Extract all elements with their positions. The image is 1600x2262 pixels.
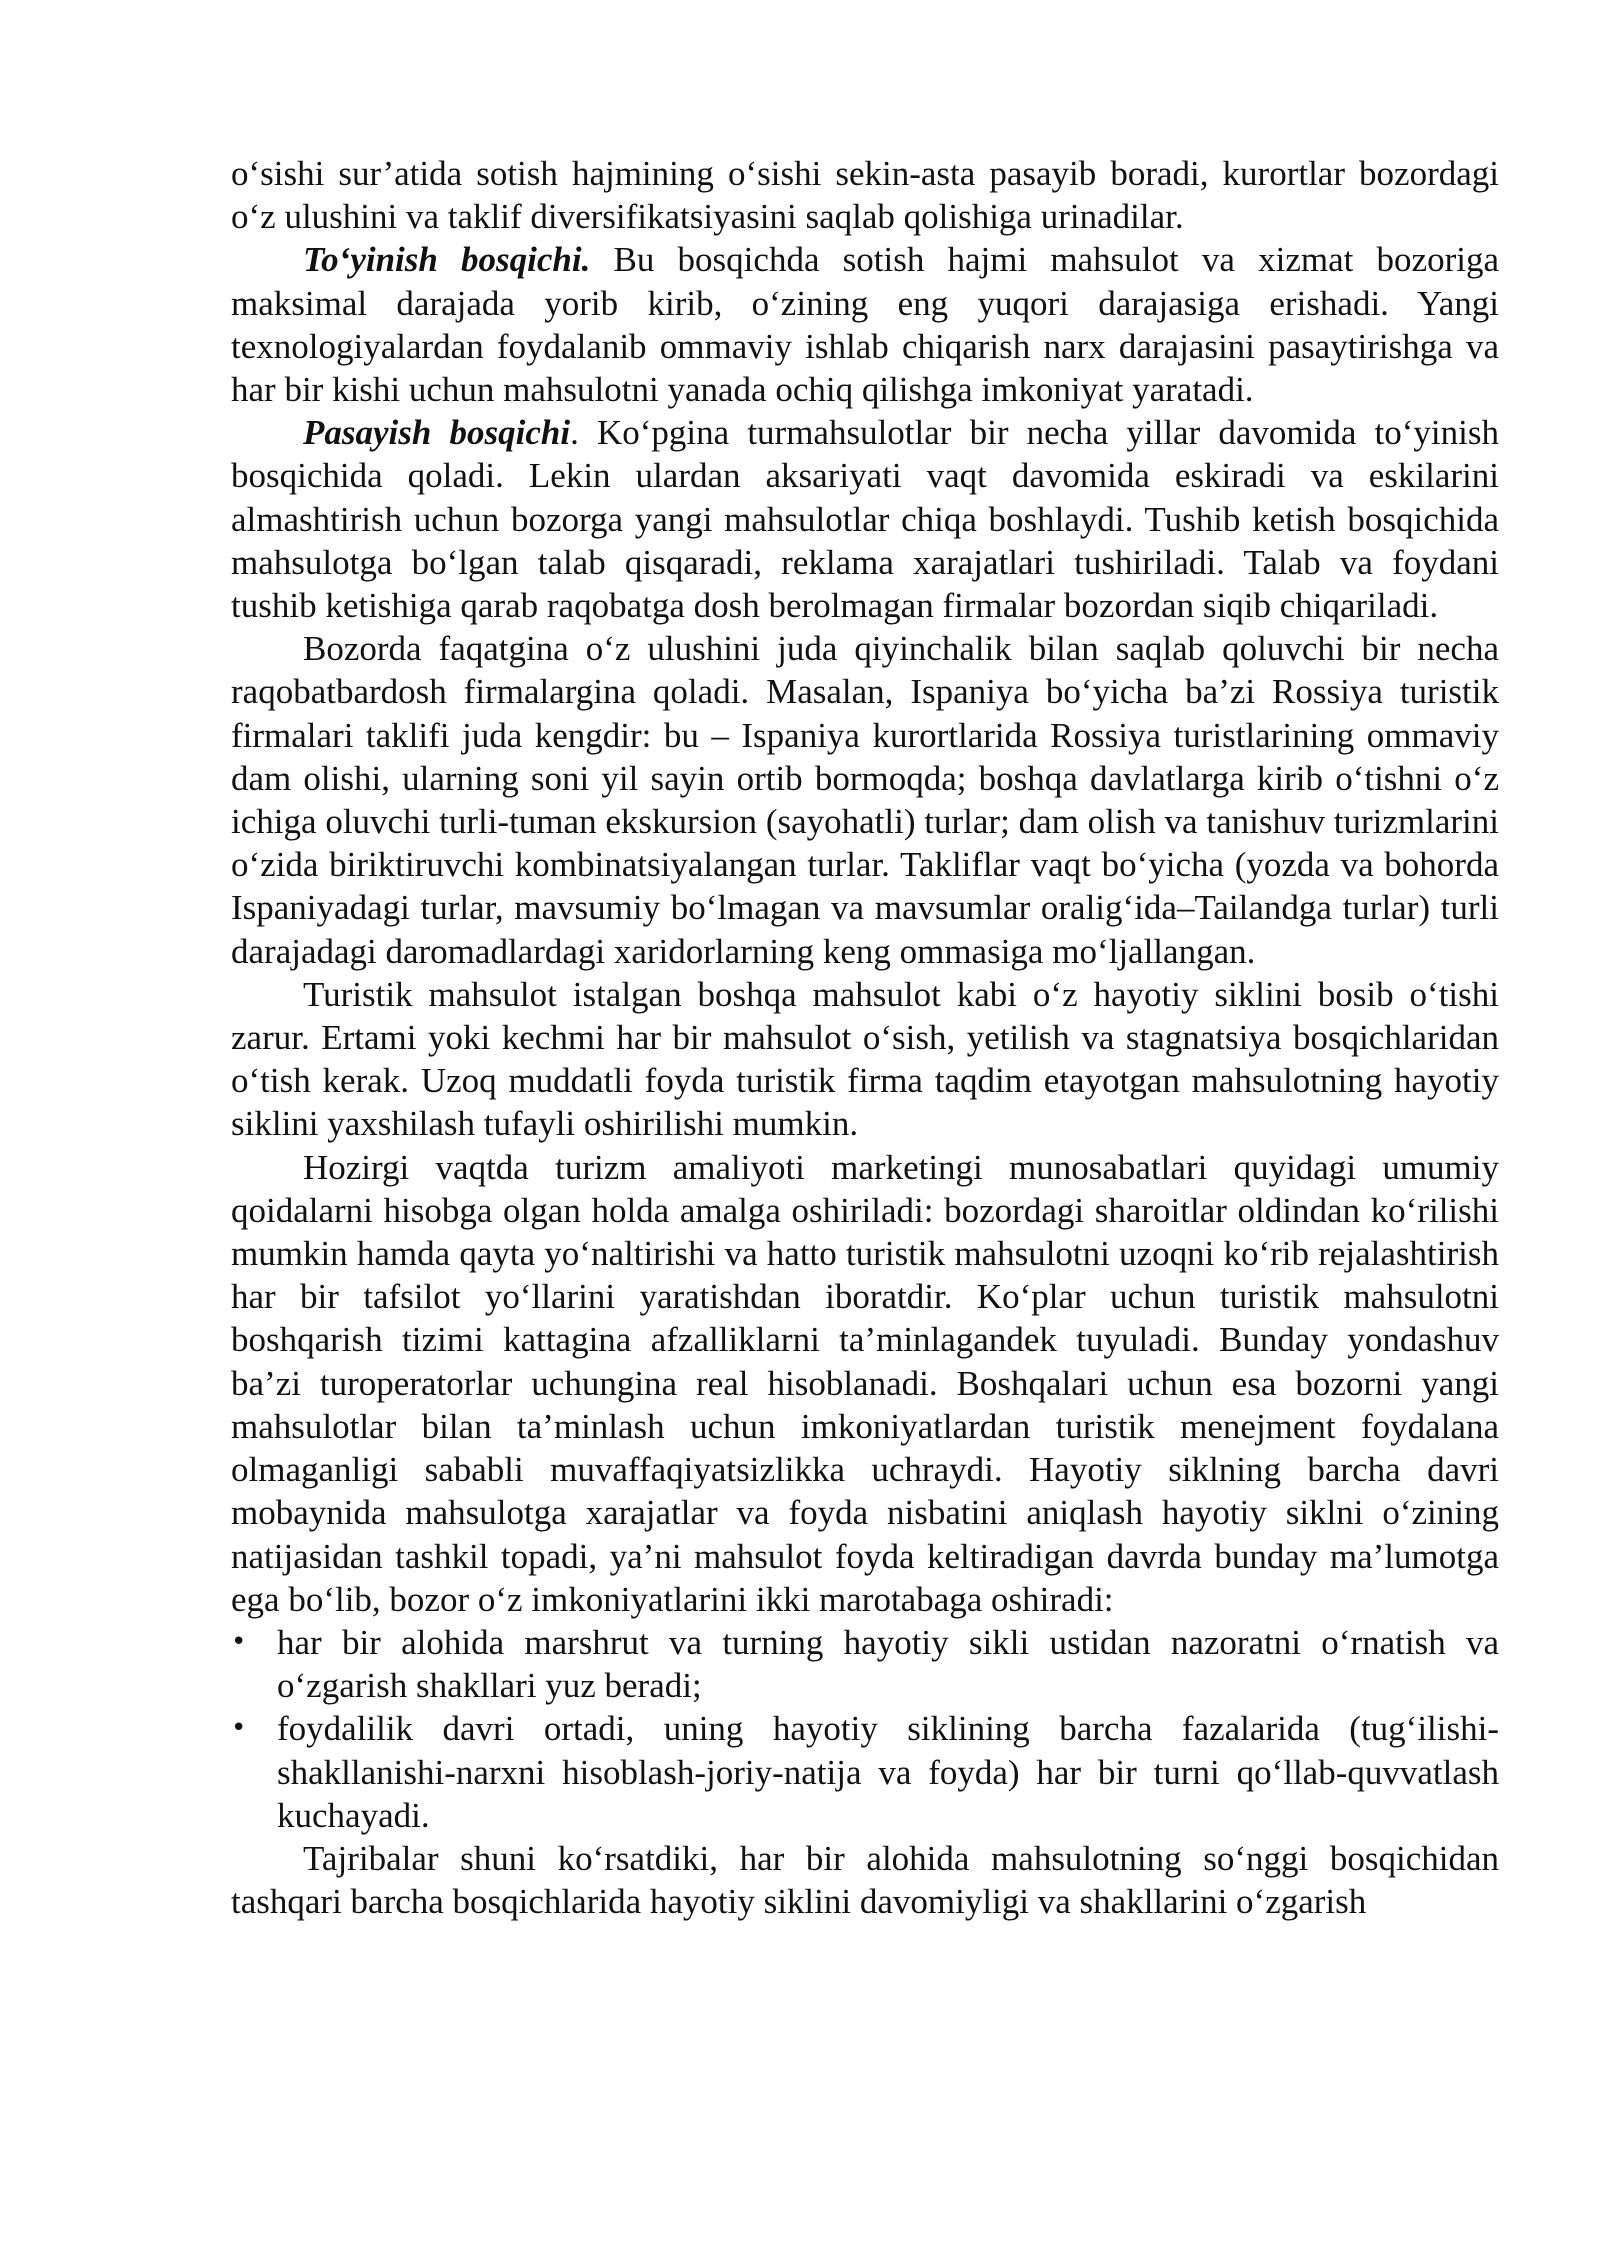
paragraph-continuation bbox=[231, 152, 1499, 238]
list-item-text: foydalilik davri ortadi, uning hayotiy siklining barcha fazalarida (tug‘ilishi-shakllanishi-narxni hisoblash-joriy-natija va foyda) har bir turni qo‘llab-quvvatlash kuchayadi. bbox=[277, 1709, 1499, 1835]
paragraph-competitive-firms bbox=[231, 627, 1499, 973]
paragraph-decline-stage bbox=[231, 411, 1499, 627]
bullet-icon: • bbox=[231, 1713, 247, 1744]
list-item-text: har bir alohida marshrut va turning hayotiy sikli ustidan nazoratni o‘rnatish va o‘zgarish shakllari yuz beradi; bbox=[277, 1622, 1499, 1706]
paragraph-text: Bozorda faqatgina o‘z ulushini juda qiyinchalik bilan saqlab qoluvchi bir necha raqobatbardosh firmalargina qoladi. Masalan, Ispaniya bo‘yicha ba’zi Rossiya turistik firmalari taklifi juda kengdir: bu – Ispaniya kurortlarida Rossiya turistlarining ommaviy dam olishi, ularning soni yil sayin ortib bormoqda; boshqa davlatlarga kirib o‘tishni o‘z ichiga oluvchi turli-tuman ekskursion (sayohatli) turlar; dam olish va tanishuv turizmlarini o‘zida biriktiruvchi kombinatsiyalangan turlar. Takliflar vaqt bo‘yicha (yozda va bohorda Ispaniyadagi turlar, mavsumiy bo‘lmagan va mavsumlar oralig‘ida–Tailandga turlar) turli darajadagi daromadlardagi xaridorlarning keng ommasiga mo‘ljallangan. bbox=[231, 629, 1499, 971]
bullet-list bbox=[231, 1621, 1499, 1837]
paragraph-text: . Ko‘pgina turmahsulotlar bir necha yillar davomida to‘yinish bosqichida qoladi. Lekin ulardan aksariyati vaqt davomida eskiradi va eskilarini almashtirish uchun bozorga yangi mahsulotlar chiqa boshlaydi. Tushib ketish bosqichida mahsulotga bo‘lgan talab qisqaradi, reklama xarajatlari tushiriladi. Talab va foydani tushib ketishiga qarab raqobatga dosh berolmagan firmalar bozordan siqib chiqariladi. bbox=[231, 413, 1500, 626]
paragraph-text: Hozirgi vaqtda turizm amaliyoti marketingi munosabatlari quyidagi umumiy qoidalarni hisobga olgan holda amalga oshiriladi: bozordagi sharoitlar oldindan ko‘rilishi mumkin hamda qayta yo‘naltirishi va hatto turistik mahsulotni uzoqni ko‘rib rejalashtirish har bir tafsilot yo‘llarini yaratishdan iboratdir. Ko‘plar uchun turistik mahsulotni boshqarish tizimi kattagina afzalliklarni ta’minlagandek tuyuladi. Bunday yondashuv ba’zi turoperatorlar uchungina real hisoblanadi. Boshqalari uchun esa bozorni yangi mahsulotlar bilan ta’minlash uchun imkoniyatlardan turistik menejment foydalana olmaganligi sababli muvaffaqiyatsizlikka uchraydi. Hayotiy siklning barcha davri mobaynida mahsulotga xarajatlar va foyda nisbatini aniqlash hayotiy siklni o‘zining natijasidan tashkil topadi, ya’ni mahsulot foyda keltiradigan davrda bunday ma’lumotga ega bo‘lib, bozor o‘z imkoniyatlarini ikki marotabaga oshiradi: bbox=[231, 1147, 1499, 1619]
paragraph-lead-heading: Pasayish bosqichi bbox=[303, 413, 571, 453]
paragraph-saturation-stage bbox=[231, 238, 1499, 411]
paragraph-text: Tajribalar shuni ko‘rsatdiki, har bir alohida mahsulotning so‘nggi bosqichidan tashqari barcha bosqichlarida hayotiy siklini davomiyligi va shakllarini o‘zgarish bbox=[231, 1838, 1499, 1922]
paragraph-text: o‘sishi sur’atida sotish hajmining o‘sishi sekin-asta pasayib boradi, kurortlar bozordagi o‘z ulushini va taklif diversifikatsiyasini saqlab qolishiga urinadilar. bbox=[231, 154, 1499, 237]
bullet-icon: • bbox=[231, 1626, 247, 1657]
list-item bbox=[231, 1621, 1499, 1707]
paragraph-text: Bu bosqichda sotish hajmi mahsulot va xizmat bozoriga maksimal darajada yorib kirib, o‘zining eng yuqori darajasiga erishadi. Yangi texnologiyalardan foydalanib ommaviy ishlab chiqarish narx darajasini pasaytirishga va har bir kishi uchun mahsulotni yanada ochiq qilishga imkoniyat yaratadi. bbox=[231, 240, 1499, 410]
paragraph-lead-heading: To‘yinish bosqichi. bbox=[303, 240, 591, 280]
paragraph-product-lifecycle bbox=[231, 973, 1499, 1146]
list-item bbox=[231, 1707, 1499, 1837]
paragraph-marketing-principles bbox=[231, 1146, 1499, 1621]
paragraph-text: Turistik mahsulot istalgan boshqa mahsulot kabi o‘z hayotiy siklini bosib o‘tishi zarur. Ertami yoki kechmi har bir mahsulot o‘sish, yetilish va stagnatsiya bosqichlaridan o‘tish kerak. Uzoq muddatli foyda turistik firma taqdim etayotgan mahsulotning hayotiy siklini yaxshilash tufayli oshirilishi mumkin. bbox=[231, 974, 1499, 1144]
document-page bbox=[231, 152, 1499, 1923]
paragraph-closing bbox=[231, 1837, 1499, 1923]
